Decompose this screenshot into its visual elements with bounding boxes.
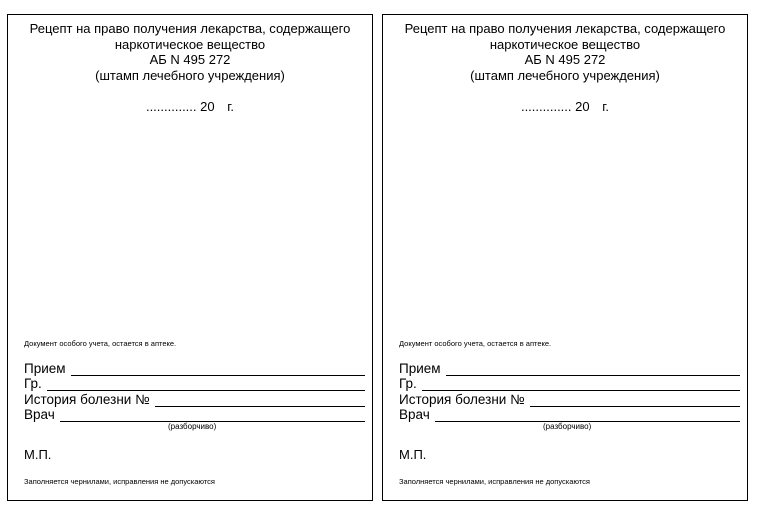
date-line [383,99,747,114]
form-header [383,21,747,83]
legible-hint: (разборчиво) [543,422,592,431]
reception-field [24,361,365,376]
institution-stamp-label: (штамп лечебного учреждения) [95,67,285,83]
date-dots: .............. [145,99,197,114]
date-suffix: г. [227,99,235,114]
prescription-form-left [7,14,373,501]
medical-history-field [399,392,740,407]
date-dots: .............. [520,99,572,114]
series-number: АБ N 495 272 [149,52,231,67]
reception-label: Прием [24,361,66,376]
doctor-field [399,407,740,422]
seal-label: М.П. [399,447,427,462]
citizen-label: Гр. [24,376,42,391]
citizen-field [399,376,740,391]
citizen-label: Гр. [399,376,417,391]
title-line-2: наркотическое вещество [114,36,266,52]
legible-hint: (разборчиво) [168,422,217,431]
doctor-line[interactable] [435,409,740,422]
reception-label: Прием [399,361,441,376]
doctor-line[interactable] [60,409,365,422]
footer-note: Заполняется чернилами, исправления не допускаются [399,477,590,486]
date-year: 20 [575,99,590,114]
date-suffix: г. [602,99,610,114]
seal-label: М.П. [24,447,52,462]
footer-note: Заполняется чернилами, исправления не допускаются [24,477,215,486]
citizen-line[interactable] [47,378,365,391]
special-record-note: Документ особого учета, остается в аптеке. [399,339,552,348]
date-year: 20 [200,99,215,114]
title-line-1: Рецепт на право получения лекарства, содержащего [404,21,726,36]
form-header [8,21,372,83]
date-line [8,99,372,114]
medical-history-label: История болезни № [24,392,150,407]
reception-line[interactable] [446,363,740,376]
citizen-line[interactable] [422,378,740,391]
doctor-label: Врач [24,407,55,422]
special-record-note: Документ особого учета, остается в аптеке. [24,339,177,348]
series-number: АБ N 495 272 [524,52,606,67]
doctor-label: Врач [399,407,430,422]
title-line-2: наркотическое вещество [489,36,641,52]
medical-history-label: История болезни № [399,392,525,407]
institution-stamp-label: (штамп лечебного учреждения) [470,67,660,83]
medical-history-field [24,392,365,407]
prescription-form-right [382,14,748,501]
reception-field [399,361,740,376]
citizen-field [24,376,365,391]
title-line-1: Рецепт на право получения лекарства, содержащего [29,21,351,36]
doctor-field [24,407,365,422]
medical-history-line[interactable] [155,394,365,407]
reception-line[interactable] [71,363,365,376]
medical-history-line[interactable] [530,394,740,407]
